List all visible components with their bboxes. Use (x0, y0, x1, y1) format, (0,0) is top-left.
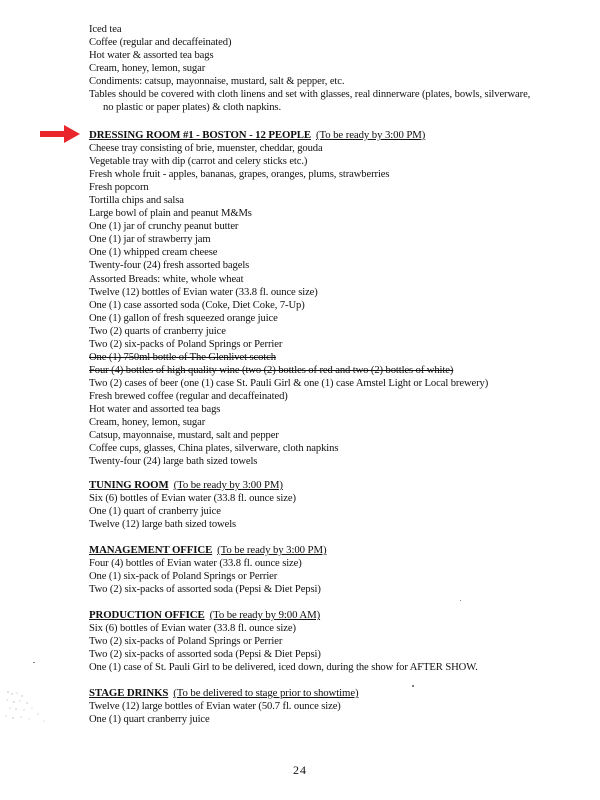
section-title: PRODUCTION OFFICE (89, 609, 205, 621)
list-item: Fresh brewed coffee (regular and decaffeinated) (89, 390, 288, 402)
list-item: Cream, honey, lemon, sugar (89, 63, 206, 75)
section-header (89, 129, 579, 142)
list-item: One (1) six-pack of Poland Springs or Perrier (89, 571, 278, 583)
section-title: TUNING ROOM (89, 479, 169, 491)
red-arrow-icon (40, 124, 80, 144)
list-item: One (1) quart cranberry juice (89, 714, 210, 726)
section-note: (To be ready by 3:00 PM) (173, 479, 283, 491)
list-item: Tortilla chips and salsa (89, 195, 184, 207)
dressing-room-section (89, 129, 579, 468)
list-item: One (1) quart of cranberry juice (89, 506, 221, 518)
list-item: Iced tea (89, 24, 122, 35)
list-item: Hot water & assorted tea bags (89, 50, 214, 62)
production-office-section (89, 609, 579, 674)
list-item: One (1) whipped cream cheese (89, 247, 218, 259)
list-item: One (1) jar of crunchy peanut butter (89, 221, 239, 233)
list-item: Two (2) six-packs of assorted soda (Pepsi & Diet Pepsi) (89, 584, 321, 596)
list-item: Large bowl of plain and peanut M&Ms (89, 208, 252, 220)
section-note: (To be ready by 9:00 AM) (209, 609, 321, 621)
scan-speck (33, 662, 35, 663)
section-header (89, 479, 579, 492)
section-header (89, 609, 579, 622)
list-item: Fresh whole fruit - apples, bananas, grapes, oranges, plums, strawberries (89, 169, 390, 181)
stage-drinks-section (89, 687, 579, 726)
list-item: Twenty-four (24) large bath sized towels (89, 456, 258, 468)
list-item: One (1) case assorted soda (Coke, Diet Coke, 7-Up) (89, 299, 305, 311)
list-item: Twenty-four (24) fresh assorted bagels (89, 260, 250, 272)
list-item: Twelve (12) large bottles of Evian water (50.7 fl. ounce size) (89, 701, 341, 713)
list-item: One (1) gallon of fresh squeezed orange juice (89, 312, 278, 324)
list-item: Cream, honey, lemon, sugar (89, 417, 206, 429)
list-item: Six (6) bottles of Evian water (33.8 fl. ounce size) (89, 623, 296, 635)
section-header (89, 687, 579, 700)
section-note: (To be ready by 3:00 PM) (315, 129, 426, 141)
list-item: Two (2) quarts of cranberry juice (89, 325, 226, 337)
list-item: Cheese tray consisting of brie, muenster, cheddar, gouda (89, 143, 323, 155)
section-title: STAGE DRINKS (89, 687, 169, 699)
list-item: Assorted Breads: white, whole wheat (89, 273, 244, 285)
list-item: Coffee (regular and decaffeinated) (89, 37, 232, 49)
section-title: MANAGEMENT OFFICE (89, 544, 213, 556)
list-item: Twelve (12) bottles of Evian water (33.8 fl. ounce size) (89, 286, 318, 298)
scan-speck (412, 685, 414, 687)
list-item: Six (6) bottles of Evian water (33.8 fl. ounce size) (89, 493, 296, 505)
list-item: Tables should be covered with cloth linens and set with glasses, real dinnerware (plates, bowls, silverware, (89, 89, 531, 101)
list-item: Vegetable tray with dip (carrot and celery sticks etc.) (89, 156, 308, 168)
section-title: DRESSING ROOM #1 - BOSTON - 12 PEOPLE (89, 129, 311, 141)
tuning-room-section (89, 479, 579, 531)
list-item: Two (2) six-packs of assorted soda (Pepsi & Diet Pepsi) (89, 649, 321, 661)
list-item: One (1) case of St. Pauli Girl to be delivered, iced down, during the show for AFTER SHOW. (89, 662, 478, 674)
list-item: no plastic or paper plates) & cloth napkins. (103, 102, 282, 114)
list-item: Hot water and assorted tea bags (89, 403, 221, 415)
list-item: Fresh popcorn (89, 182, 149, 194)
struck-list-item: Four (4) bottles of high quality wine (two (2) bottles of red and two (2) bottles of white) (89, 364, 454, 376)
management-office-section (89, 544, 579, 596)
top-list (89, 23, 579, 114)
list-item: Four (4) bottles of Evian water (33.8 fl. ounce size) (89, 558, 302, 570)
struck-list-item: One (1) 750ml bottle of The Glenlivet scotch (89, 351, 276, 363)
page-number: 24 (293, 763, 307, 777)
list-item: Catsup, mayonnaise, mustard, salt and pepper (89, 430, 279, 442)
section-header (89, 544, 579, 557)
list-item: One (1) jar of strawberry jam (89, 234, 211, 246)
list-item: Two (2) six-packs of Poland Springs or Perrier (89, 338, 283, 350)
list-item: Twelve (12) large bath sized towels (89, 519, 237, 531)
scan-smudge (2, 688, 52, 730)
list-item: Coffee cups, glasses, China plates, silverware, cloth napkins (89, 443, 339, 455)
scan-speck (460, 600, 461, 601)
section-note: (To be ready by 3:00 PM) (217, 544, 327, 556)
list-item: Condiments: catsup, mayonnaise, mustard, salt & pepper, etc. (89, 76, 345, 88)
list-item: Two (2) cases of beer (one (1) case St. Pauli Girl & one (1) case Amstel Light or Local brewery) (89, 377, 489, 389)
section-note: (To be delivered to stage prior to showtime) (173, 687, 359, 699)
list-item: Two (2) six-packs of Poland Springs or Perrier (89, 636, 283, 648)
